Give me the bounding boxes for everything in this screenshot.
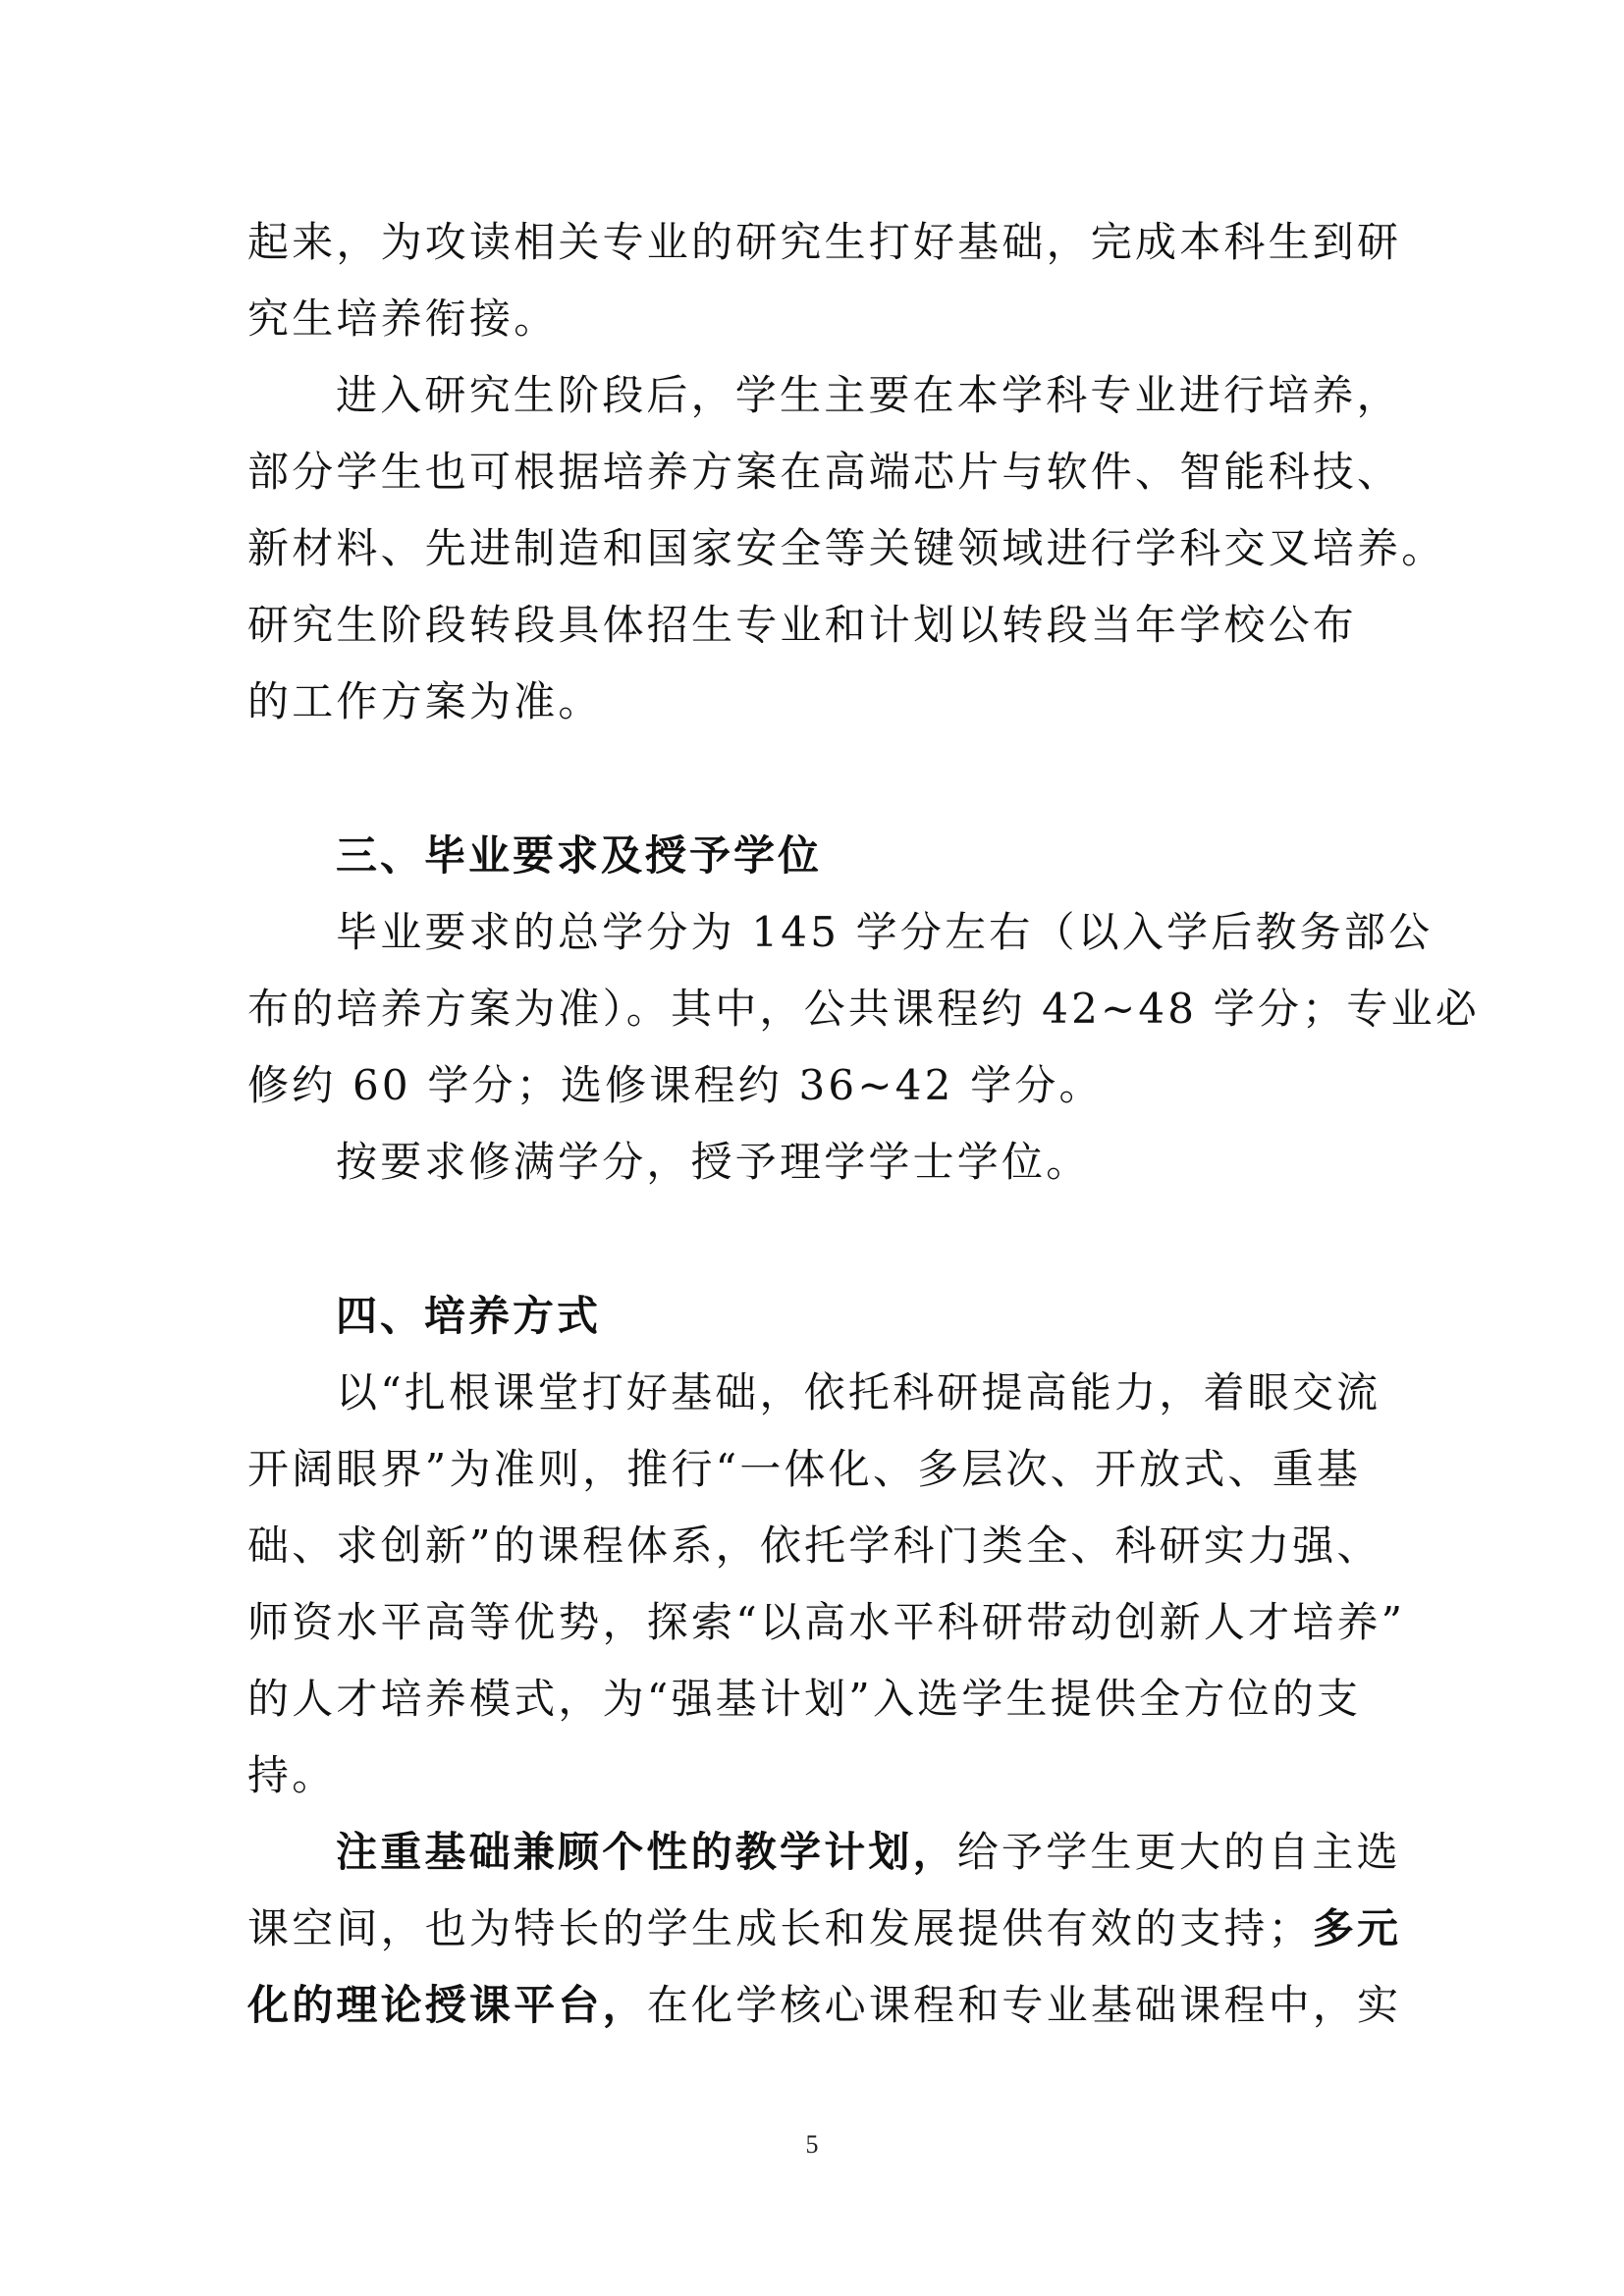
page-number: 5 xyxy=(805,2130,819,2159)
para2-line-4: 研究生阶段转段具体招生专业和计划以转段当年学校公布 xyxy=(247,601,1358,649)
section4-p2-text-2: 课空间，也为特长的学生成长和发展提供有效的支持； xyxy=(247,1904,1313,1952)
bold-phrase-multi-b: 化的理论授课平台， xyxy=(247,1981,647,2029)
para2-line-2: 部分学生也可根据培养方案在高端芯片与软件、智能科技、 xyxy=(247,448,1402,496)
section4-p2-line-2 xyxy=(247,1899,1402,1958)
section4-heading: 四、培养方式 xyxy=(336,1292,602,1340)
para1-line-2: 究生培养衔接。 xyxy=(247,294,559,343)
section4-p2-line-1 xyxy=(336,1823,1401,1882)
section3-p1-line-2: 布的培养方案为准）。其中，公共课程约 42~48 学分；专业必 xyxy=(247,985,1480,1033)
section4-p2-text-1: 给予学生更大的自主选 xyxy=(956,1828,1401,1876)
para2-line-3: 新材料、先进制造和国家安全等关键领域进行学科交叉培养。 xyxy=(247,524,1446,572)
para2-line-1: 进入研究生阶段后，学生主要在本学科专业进行培养， xyxy=(336,371,1401,419)
section4-p1-line-4: 师资水平高等优势，探索“以高水平科研带动创新人才培养” xyxy=(247,1598,1406,1646)
para1-line-1: 起来，为攻读相关专业的研究生打好基础，完成本科生到研 xyxy=(247,218,1402,266)
bold-phrase-multi-a: 多元 xyxy=(1312,1904,1402,1952)
section3-p2-line-1: 按要求修满学分，授予理学学士学位。 xyxy=(336,1138,1091,1186)
section4-p2-line-3 xyxy=(247,1976,1402,2035)
section4-p1-line-1: 以“扎根课堂打好基础，依托科研提高能力，着眼交流 xyxy=(336,1368,1381,1416)
section4-p1-line-3: 础、求创新”的课程体系，依托学科门类全、科研实力强、 xyxy=(247,1522,1381,1570)
section4-p1-line-6: 持。 xyxy=(247,1751,337,1799)
section3-p1-line-1: 毕业要求的总学分为 145 学分左右（以入学后教务部公 xyxy=(336,908,1434,956)
para2-line-5: 的工作方案为准。 xyxy=(247,677,603,725)
section3-p1-line-3: 修约 60 学分；选修课程约 36~42 学分。 xyxy=(247,1061,1104,1109)
section4-p1-line-5: 的人才培养模式，为“强基计划”入选学生提供全方位的支 xyxy=(247,1675,1362,1723)
section4-p2-text-3: 在化学核心课程和专业基础课程中，实 xyxy=(646,1981,1402,2029)
bold-phrase-teaching-plan: 注重基础兼顾个性的教学计划， xyxy=(336,1828,957,1876)
section3-heading: 三、毕业要求及授予学位 xyxy=(336,831,823,880)
section4-p1-line-2: 开阔眼界”为准则，推行“一体化、多层次、开放式、重基 xyxy=(247,1445,1362,1493)
